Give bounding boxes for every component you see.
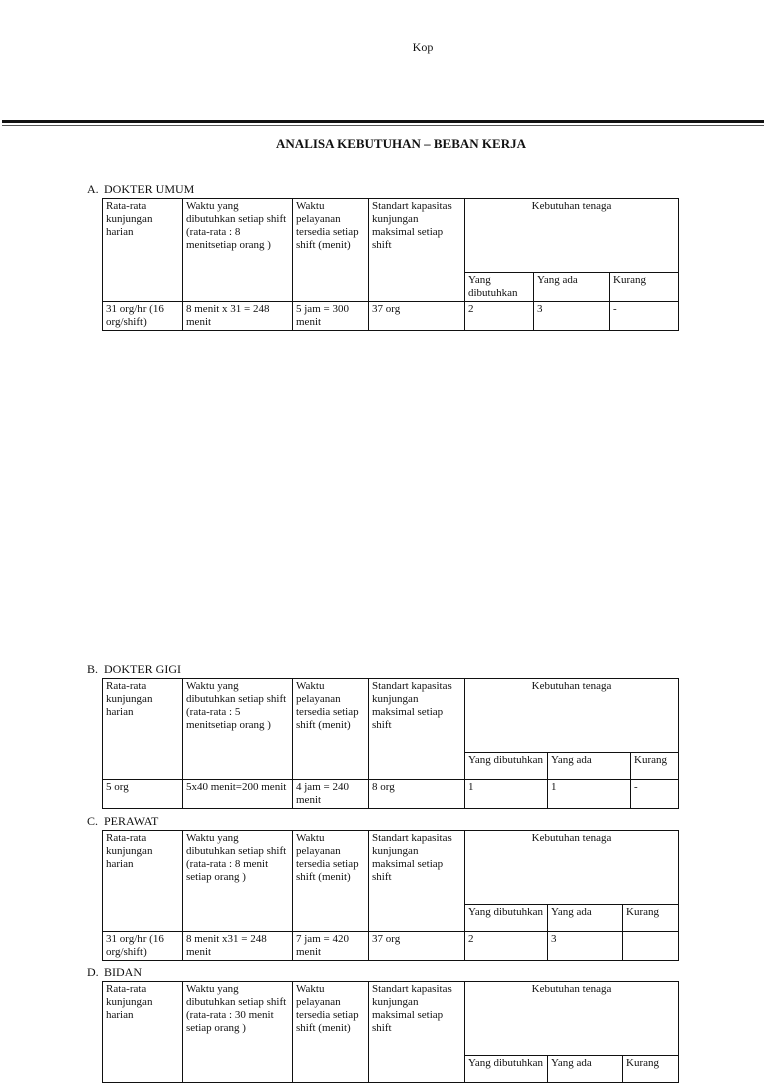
cell-kurang: - — [631, 780, 679, 809]
subheader-yang-ada: Yang ada — [548, 905, 623, 932]
cell-waktu-pelayanan: 4 jam = 240 menit — [293, 780, 369, 809]
header-kebutuhan-tenaga: Kebutuhan tenaga — [465, 199, 679, 273]
header-standart-kapasitas: Standart kapasitas kunjungan maksimal setiap shift — [369, 831, 465, 932]
cell-standart-kapasitas: 37 org — [369, 302, 465, 331]
cell-yang-dibutuhkan: 2 — [465, 302, 534, 331]
section-name: DOKTER UMUM — [104, 182, 195, 196]
header-waktu-pelayanan: Waktu pelayanan tersedia setiap shift (menit) — [293, 982, 369, 1083]
section-name: PERAWAT — [104, 814, 159, 828]
cell-rata-rata: 5 org — [103, 780, 183, 809]
header-kebutuhan-tenaga: Kebutuhan tenaga — [465, 982, 679, 1056]
table-bidan — [102, 981, 679, 1083]
header-rule-thin — [2, 125, 764, 126]
cell-waktu-dibutuhkan: 8 menit x31 = 248 menit — [183, 932, 293, 961]
table-dokter-umum — [102, 198, 679, 331]
section-heading-perawat — [87, 815, 158, 828]
cell-yang-ada: 1 — [548, 780, 631, 809]
header-waktu-pelayanan: Waktu pelayanan tersedia setiap shift (menit) — [293, 831, 369, 932]
table-row — [103, 302, 679, 331]
header-kebutuhan-tenaga: Kebutuhan tenaga — [465, 831, 679, 905]
subheader-kurang: Kurang — [631, 753, 679, 780]
table-row — [103, 780, 679, 809]
kop-placeholder: Kop — [412, 40, 434, 54]
cell-yang-dibutuhkan: 2 — [465, 932, 548, 961]
table-header-row — [103, 679, 679, 753]
subheader-yang-dibutuhkan: Yang dibutuhkan — [465, 753, 548, 780]
header-waktu-dibutuhkan: Waktu yang dibutuhkan setiap shift (rata-rata : 8 menit setiap orang ) — [183, 831, 293, 932]
table-header-row — [103, 831, 679, 905]
section-letter: B. — [87, 662, 99, 676]
cell-standart-kapasitas: 8 org — [369, 780, 465, 809]
subheader-yang-ada: Yang ada — [548, 753, 631, 780]
cell-standart-kapasitas: 37 org — [369, 932, 465, 961]
cell-kurang — [623, 932, 679, 961]
header-waktu-pelayanan: Waktu pelayanan tersedia setiap shift (menit) — [293, 679, 369, 780]
subheader-yang-ada: Yang ada — [534, 273, 610, 302]
section-heading-dokter-gigi — [87, 663, 181, 676]
subheader-kurang: Kurang — [623, 905, 679, 932]
cell-waktu-dibutuhkan: 8 menit x 31 = 248 menit — [183, 302, 293, 331]
section-name: BIDAN — [104, 965, 142, 979]
header-kebutuhan-tenaga: Kebutuhan tenaga — [465, 679, 679, 753]
header-standart-kapasitas: Standart kapasitas kunjungan maksimal setiap shift — [369, 679, 465, 780]
header-standart-kapasitas: Standart kapasitas kunjungan maksimal setiap shift — [369, 982, 465, 1083]
cell-waktu-pelayanan: 7 jam = 420 menit — [293, 932, 369, 961]
cell-kurang: - — [610, 302, 679, 331]
subheader-kurang: Kurang — [623, 1056, 679, 1083]
cell-rata-rata: 31 org/hr (16 org/shift) — [103, 302, 183, 331]
cell-waktu-dibutuhkan: 5x40 menit=200 menit — [183, 780, 293, 809]
cell-yang-dibutuhkan: 1 — [465, 780, 548, 809]
header-waktu-pelayanan: Waktu pelayanan tersedia setiap shift (menit) — [293, 199, 369, 302]
document-title: ANALISA KEBUTUHAN – BEBAN KERJA — [276, 136, 526, 151]
header-waktu-dibutuhkan: Waktu yang dibutuhkan setiap shift (rata-rata : 30 menit setiap orang ) — [183, 982, 293, 1083]
subheader-yang-dibutuhkan: Yang dibutuhkan — [465, 1056, 548, 1083]
subheader-kurang: Kurang — [610, 273, 679, 302]
cell-yang-ada: 3 — [548, 932, 623, 961]
header-rata-rata: Rata-rata kunjungan harian — [103, 982, 183, 1083]
table-header-row — [103, 199, 679, 273]
table-perawat — [102, 830, 679, 961]
section-heading-bidan — [87, 966, 142, 979]
section-letter: A. — [87, 182, 99, 196]
header-waktu-dibutuhkan: Waktu yang dibutuhkan setiap shift (rata-rata : 5 menitsetiap orang ) — [183, 679, 293, 780]
header-rata-rata: Rata-rata kunjungan harian — [103, 831, 183, 932]
header-rata-rata: Rata-rata kunjungan harian — [103, 199, 183, 302]
header-waktu-dibutuhkan: Waktu yang dibutuhkan setiap shift (rata-rata : 8 menitsetiap orang ) — [183, 199, 293, 302]
header-rule — [2, 120, 764, 123]
section-letter: C. — [87, 814, 99, 828]
section-name: DOKTER GIGI — [104, 662, 181, 676]
table-header-row — [103, 982, 679, 1056]
cell-yang-ada: 3 — [534, 302, 610, 331]
header-rata-rata: Rata-rata kunjungan harian — [103, 679, 183, 780]
table-dokter-gigi — [102, 678, 679, 809]
table-row — [103, 932, 679, 961]
header-standart-kapasitas: Standart kapasitas kunjungan maksimal setiap shift — [369, 199, 465, 302]
subheader-yang-dibutuhkan: Yang dibutuhkan — [465, 905, 548, 932]
cell-rata-rata: 31 org/hr (16 org/shift) — [103, 932, 183, 961]
cell-waktu-pelayanan: 5 jam = 300 menit — [293, 302, 369, 331]
section-heading-dokter-umum — [87, 183, 194, 196]
subheader-yang-dibutuhkan: Yang dibutuhkan — [465, 273, 534, 302]
subheader-yang-ada: Yang ada — [548, 1056, 623, 1083]
section-letter: D. — [87, 965, 99, 979]
